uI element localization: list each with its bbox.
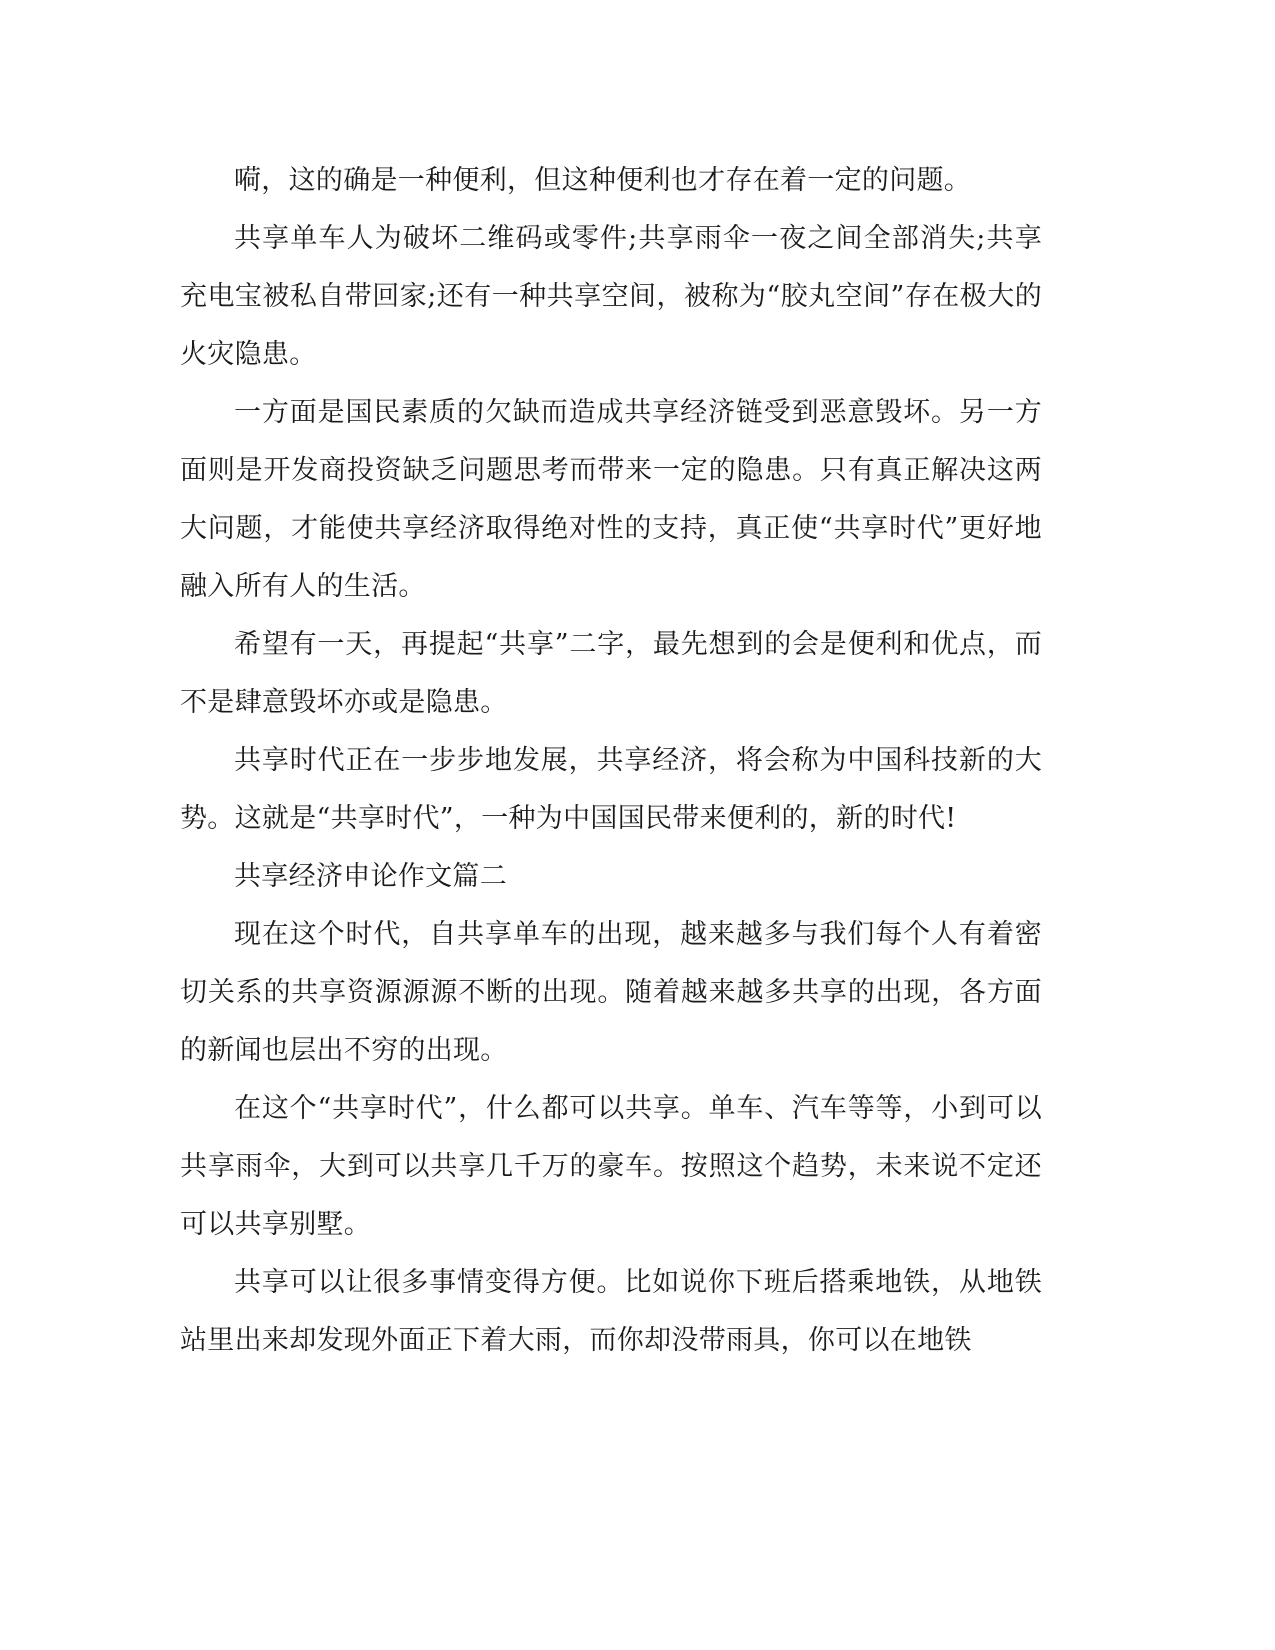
paragraph: 共享时代正在一步步地发展，共享经济，将会称为中国科技新的大势。这就是“共享时代”，一种为中国国民带来便利的，新的时代!: [180, 745, 1042, 834]
paragraph: 现在这个时代，自共享单车的出现，越来越多与我们每个人有着密切关系的共享资源源源不断的出现。随着越来越多共享的出现，各方面的新闻也层出不穷的出现。: [180, 919, 1042, 1066]
paragraph: 嗬，这的确是一种便利，但这种便利也才存在着一定的问题。: [234, 165, 972, 196]
paragraph: 希望有一天，再提起“共享”二字，最先想到的会是便利和优点，而不是肆意毁坏亦或是隐患。: [180, 629, 1042, 718]
section-heading: 共享经济申论作文篇二: [234, 861, 507, 892]
document-body: [180, 152, 1042, 1370]
paragraph: 共享单车人为破坏二维码或零件;共享雨伞一夜之间全部消失;共享充电宝被私自带回家;还有一种共享空间，被称为“胶丸空间”存在极大的火灾隐患。: [180, 223, 1042, 370]
paragraph: 共享可以让很多事情变得方便。比如说你下班后搭乘地铁，从地铁站里出来却发现外面正下着大雨，而你却没带雨具，你可以在地铁: [180, 1267, 1042, 1356]
paragraph: 在这个“共享时代”，什么都可以共享。单车、汽车等等，小到可以共享雨伞，大到可以共享几千万的豪车。按照这个趋势，未来说不定还可以共享别墅。: [180, 1093, 1042, 1240]
paragraph: 一方面是国民素质的欠缺而造成共享经济链受到恶意毁坏。另一方面则是开发商投资缺乏问题思考而带来一定的隐患。只有真正解决这两大问题，才能使共享经济取得绝对性的支持，真正使“共享时代”更好地融入所有人的生活。: [180, 397, 1042, 602]
